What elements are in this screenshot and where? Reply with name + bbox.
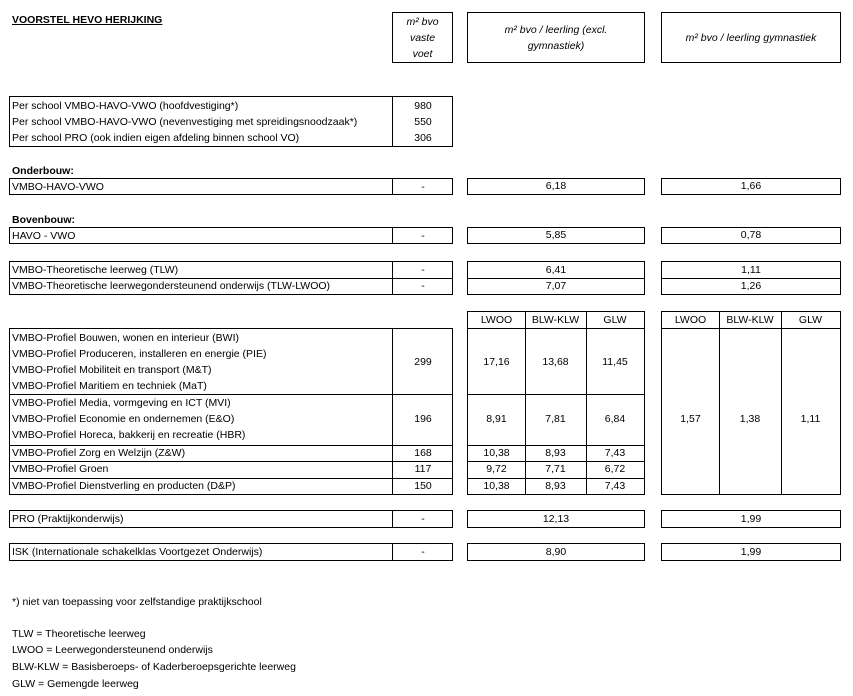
cell: 17,16	[483, 356, 510, 368]
row-value: -	[421, 546, 425, 558]
cell: 7,71	[545, 463, 566, 475]
isk-row	[9, 543, 453, 561]
row-label: VMBO-Theoretische leerweg (TLW)	[12, 264, 179, 276]
isk-leerling: 8,90	[467, 543, 645, 561]
row-label: VMBO-Theoretische leerwegondersteunend onderwijs (TLW-LWOO)	[12, 280, 331, 292]
col-header-glw: GLW	[603, 314, 627, 326]
col-header-glw: GLW	[798, 314, 823, 326]
cell: 7,81	[545, 413, 566, 425]
onderbouw-gym: 1,66	[661, 178, 841, 195]
cell: 1,11	[800, 413, 821, 425]
row-value: 6,41	[545, 264, 567, 276]
onderbouw-row	[9, 178, 453, 195]
theoretisch-table	[9, 261, 453, 295]
row-value: 117	[414, 463, 432, 475]
row-value: -	[421, 513, 425, 525]
row-label: VMBO-Profiel Media, vormgeving en ICT (MVI)	[12, 397, 231, 409]
row-label: VMBO-Profiel Zorg en Welzijn (Z&W)	[12, 447, 186, 459]
theoretisch-gym	[661, 261, 841, 295]
cell: 6,72	[604, 463, 626, 475]
cell: 8,93	[545, 447, 566, 459]
header-line: voet	[412, 47, 433, 60]
header-gymnastiek: m² bvo / leerling gymnastiek	[661, 12, 841, 63]
legend-item: GLW = Gemengde leerweg	[12, 678, 139, 690]
row-label: Per school PRO (ook indien eigen afdeling binnen school VO)	[12, 132, 300, 144]
cell: 8,93	[545, 480, 566, 492]
onderbouw-heading: Onderbouw:	[12, 165, 74, 177]
row-label: VMBO-Profiel Dienstverling en producten (D&P)	[12, 480, 236, 492]
row-label: Per school VMBO-HAVO-VWO (hoofdvestiging*)	[12, 100, 239, 112]
bovenbouw-row	[9, 227, 453, 244]
row-label: VMBO-HAVO-VWO	[12, 181, 104, 193]
isk-gym: 1,99	[661, 543, 841, 561]
row-label: Per school VMBO-HAVO-VWO (nevenvestiging met spreidingsnoodzaak*)	[12, 116, 358, 128]
row-label: VMBO-Profiel Mobiliteit en transport (M&T)	[12, 364, 212, 376]
bovenbouw-heading: Bovenbouw:	[12, 214, 75, 226]
cell: 6,84	[604, 413, 626, 425]
row-value: -	[421, 280, 425, 292]
page-title: VOORSTEL HEVO HERIJKING	[12, 14, 163, 26]
header-per-leerling: m² bvo / leerling (excl. gymnastiek)	[467, 12, 645, 63]
bovenbouw-leerling: 5,85	[467, 227, 645, 244]
cell: 7,43	[604, 447, 626, 459]
row-label: VMBO-Profiel Bouwen, wonen en interieur (BWI)	[12, 332, 240, 344]
row-value: 306	[414, 132, 432, 144]
cell: 1,38	[739, 413, 761, 425]
row-value: 168	[414, 447, 432, 459]
theoretisch-leerling	[467, 261, 645, 295]
per-school-table	[9, 96, 453, 147]
row-value: 550	[414, 116, 432, 128]
row-value: -	[421, 181, 425, 193]
row-label: VMBO-Profiel Produceren, installeren en energie (PIE)	[12, 348, 267, 360]
pro-gym: 1,99	[661, 510, 841, 528]
cell: 10,38	[483, 480, 510, 492]
header-vaste-voet	[392, 12, 453, 63]
bovenbouw-gym: 0,78	[661, 227, 841, 244]
row-label: ISK (Internationale schakelklas Voortgezet Onderwijs)	[12, 546, 263, 558]
header-line: m² bvo	[406, 15, 439, 28]
profiles-table	[9, 328, 453, 495]
row-value: 299	[414, 356, 432, 368]
row-value: -	[421, 230, 425, 242]
cell: 7,43	[604, 480, 626, 492]
col-header-blw-klw: BLW-KLW	[531, 314, 580, 326]
profiles-gym	[661, 311, 841, 495]
legend-item: TLW = Theoretische leerweg	[12, 628, 146, 640]
col-header-blw-klw: BLW-KLW	[726, 314, 774, 326]
cell: 9,72	[486, 463, 507, 475]
col-header-lwoo: LWOO	[480, 314, 513, 326]
legend-item: BLW-KLW = Basisberoeps- of Kaderberoepsgerichte leerweg	[12, 661, 296, 673]
pro-row	[9, 510, 453, 528]
cell: 8,91	[486, 413, 507, 425]
cell: 10,38	[483, 447, 510, 459]
row-label: PRO (Praktijkonderwijs)	[12, 513, 124, 525]
onderbouw-leerling: 6,18	[467, 178, 645, 195]
row-value: 980	[414, 100, 432, 112]
row-value: 196	[414, 413, 432, 425]
row-value: 1,11	[741, 264, 761, 276]
pro-leerling: 12,13	[467, 510, 645, 528]
row-label: VMBO-Profiel Economie en ondernemen (E&O)	[12, 413, 235, 425]
cell: 11,45	[602, 356, 628, 368]
cell: 13,68	[542, 356, 569, 368]
row-label: VMBO-Profiel Horeca, bakkerij en recreatie (HBR)	[12, 429, 246, 441]
row-value: 1,26	[740, 280, 762, 292]
row-value: 150	[414, 480, 432, 492]
row-label: VMBO-Profiel Maritiem en techniek (MaT)	[12, 380, 207, 392]
header-line: vaste	[409, 31, 436, 44]
col-header-lwoo: LWOO	[674, 314, 707, 326]
legend-item: LWOO = Leerwegondersteunend onderwijs	[12, 644, 213, 656]
row-value: 7,07	[545, 280, 567, 292]
row-value: -	[421, 264, 425, 276]
profiles-leerling	[467, 311, 645, 495]
cell: 1,57	[680, 413, 701, 425]
row-label: HAVO - VWO	[12, 230, 76, 242]
footnote: *) niet van toepassing voor zelfstandige praktijkschool	[12, 596, 262, 608]
row-label: VMBO-Profiel Groen	[12, 463, 109, 475]
